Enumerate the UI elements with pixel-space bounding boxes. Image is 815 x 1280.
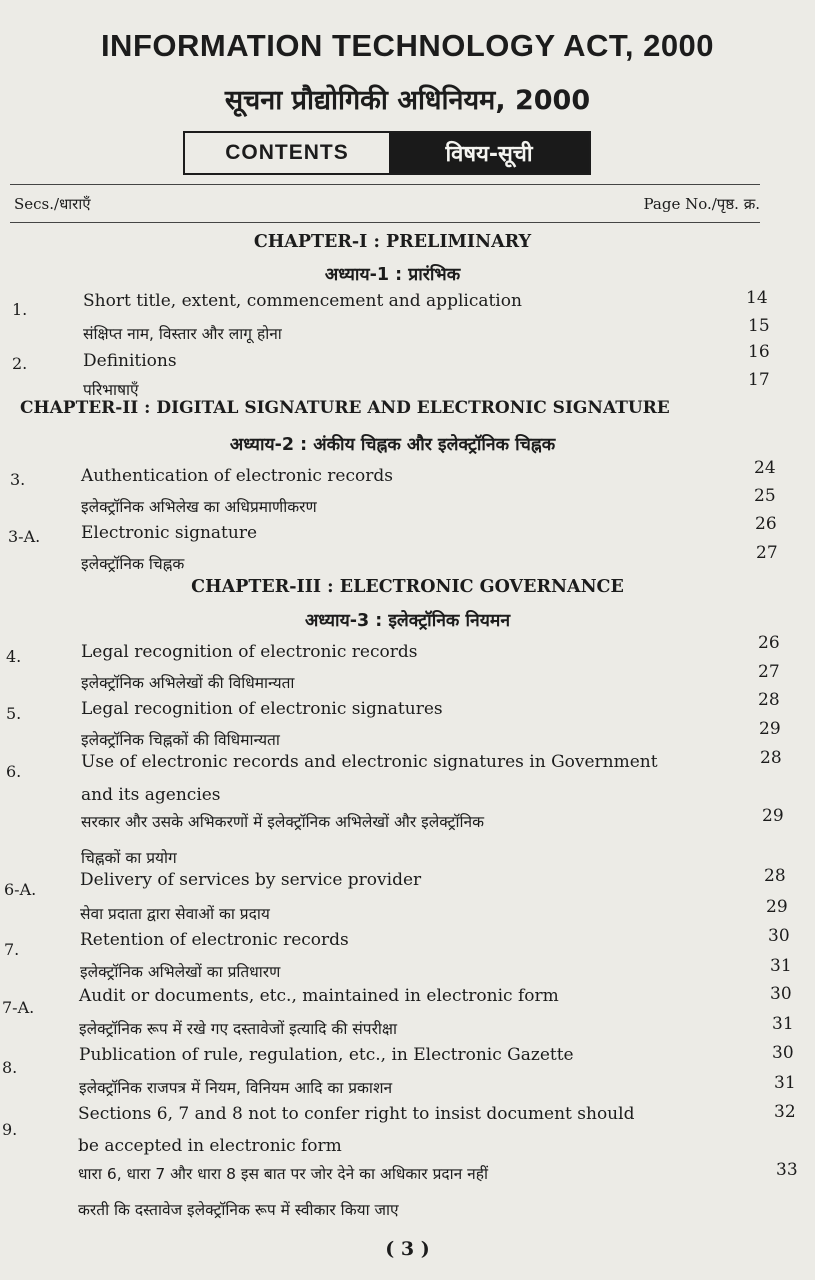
contents-label-box bbox=[183, 131, 591, 175]
entry-hindi: इलेक्ट्रॉनिक चिह्नकों की विधिमान्यता bbox=[81, 731, 280, 749]
entry-page: 29 bbox=[762, 806, 784, 826]
entry-page: 33 bbox=[776, 1160, 798, 1180]
section-number: 2. bbox=[12, 354, 28, 373]
title-english: INFORMATION TECHNOLOGY ACT, 2000 bbox=[100, 28, 715, 63]
section-number: 8. bbox=[2, 1058, 18, 1077]
section-number: 9. bbox=[2, 1120, 18, 1139]
entry-english-continued: and its agencies bbox=[81, 785, 221, 805]
entry-page: 31 bbox=[772, 1014, 794, 1034]
chapter-title-english: CHAPTER-II : DIGITAL SIGNATURE AND ELECTRONIC SIGNATURE bbox=[20, 398, 670, 418]
entry-hindi: सरकार और उसके अभिकरणों में इलेक्ट्रॉनिक अभिलेखों और इलेक्ट्रॉनिक bbox=[81, 813, 485, 831]
section-number: 7-A. bbox=[2, 998, 35, 1017]
entry-page: 32 bbox=[774, 1102, 796, 1122]
entry-english: Audit or documents, etc., maintained in electronic form bbox=[79, 986, 559, 1006]
section-number: 7. bbox=[4, 940, 20, 959]
entry-page: 28 bbox=[758, 690, 780, 710]
entry-english: Short title, extent, commencement and application bbox=[83, 291, 522, 311]
entry-hindi: इलेक्ट्रॉनिक अभिलेख का अधिप्रमाणीकरण bbox=[81, 498, 317, 516]
entry-page: 30 bbox=[768, 926, 790, 946]
entry-page: 30 bbox=[770, 984, 792, 1004]
entry-page: 31 bbox=[770, 956, 792, 976]
entry-page: 24 bbox=[754, 458, 776, 478]
entry-hindi-continued: करती कि दस्तावेज इलेक्ट्रॉनिक रूप में स्वीकार किया जाए bbox=[78, 1201, 399, 1219]
entry-page: 29 bbox=[766, 897, 788, 917]
section-number: 3. bbox=[10, 470, 26, 489]
entry-page: 26 bbox=[755, 514, 777, 534]
entry-english: Publication of rule, regulation, etc., in Electronic Gazette bbox=[79, 1045, 574, 1065]
contents-label-hindi: विषय-सूची bbox=[389, 133, 589, 173]
entry-hindi: संक्षिप्त नाम, विस्तार और लागू होना bbox=[83, 325, 282, 343]
section-number: 6. bbox=[6, 762, 22, 781]
chapter-title-hindi: अध्याय-1 : प्रारंभिक bbox=[324, 265, 461, 285]
section-number: 1. bbox=[12, 300, 28, 319]
entry-english-continued: be accepted in electronic form bbox=[78, 1136, 342, 1156]
chapter-title-hindi: अध्याय-3 : इलेक्ट्रॉनिक नियमन bbox=[304, 611, 511, 631]
entry-page: 28 bbox=[764, 866, 786, 886]
entry-hindi: इलेक्ट्रॉनिक राजपत्र में नियम, विनियम आदि का प्रकाशन bbox=[79, 1079, 393, 1097]
section-number: 5. bbox=[6, 704, 22, 723]
entry-hindi: धारा 6, धारा 7 और धारा 8 इस बात पर जोर देने का अधिकार प्रदान नहीं bbox=[78, 1165, 489, 1183]
entry-page: 30 bbox=[772, 1043, 794, 1063]
entry-page: 31 bbox=[774, 1073, 796, 1093]
entry-english: Legal recognition of electronic records bbox=[81, 642, 418, 662]
section-number: 4. bbox=[6, 647, 22, 666]
entry-page: 28 bbox=[760, 748, 782, 768]
title-hindi: सूचना प्रौद्योगिकी अधिनियम, 2000 bbox=[224, 85, 591, 116]
entry-page: 16 bbox=[748, 342, 770, 362]
page-number-footer: ( 3 ) bbox=[385, 1238, 430, 1260]
entry-hindi: इलेक्ट्रॉनिक अभिलेखों का प्रतिधारण bbox=[80, 963, 281, 981]
entry-english: Authentication of electronic records bbox=[81, 466, 393, 486]
entry-page: 27 bbox=[758, 662, 780, 682]
section-number: 3-A. bbox=[8, 527, 41, 546]
entry-hindi: इलेक्ट्रॉनिक चिह्नक bbox=[81, 555, 185, 573]
entry-english: Electronic signature bbox=[81, 523, 258, 543]
entry-hindi: इलेक्ट्रॉनिक रूप में रखे गए दस्तावेजों इत्यादि की संपरीक्षा bbox=[79, 1020, 398, 1038]
chapter-title-hindi: अध्याय-2 : अंकीय चिह्नक और इलेक्ट्रॉनिक चिह्नक bbox=[229, 435, 556, 455]
entry-page: 15 bbox=[748, 316, 770, 336]
entry-page: 25 bbox=[754, 486, 776, 506]
entry-hindi-continued: चिह्नकों का प्रयोग bbox=[81, 849, 177, 867]
top-rule bbox=[10, 184, 760, 185]
entry-hindi: सेवा प्रदाता द्वारा सेवाओं का प्रदाय bbox=[80, 905, 270, 923]
entry-english: Delivery of services by service provider bbox=[80, 870, 422, 890]
entry-english: Retention of electronic records bbox=[80, 930, 349, 950]
entry-hindi: परिभाषाएँ bbox=[83, 381, 139, 399]
entry-english: Definitions bbox=[83, 351, 177, 371]
header-page-no: Page No./पृष्ठ. क्र. bbox=[643, 195, 760, 213]
header-sections: Secs./धाराएँ bbox=[14, 195, 91, 213]
entry-page: 17 bbox=[748, 370, 770, 390]
contents-label-english: CONTENTS bbox=[225, 141, 349, 164]
entry-page: 26 bbox=[758, 633, 780, 653]
chapter-title-english: CHAPTER-III : ELECTRONIC GOVERNANCE bbox=[191, 577, 624, 597]
entry-english: Sections 6, 7 and 8 not to confer right to insist document should bbox=[78, 1104, 635, 1124]
chapter-title-english: CHAPTER-I : PRELIMINARY bbox=[253, 232, 532, 252]
entry-hindi: इलेक्ट्रॉनिक अभिलेखों की विधिमान्यता bbox=[81, 674, 295, 692]
header-rule bbox=[10, 222, 760, 223]
entry-english: Use of electronic records and electronic signatures in Government bbox=[81, 752, 658, 772]
entry-english: Legal recognition of electronic signatures bbox=[81, 699, 443, 719]
entry-page: 14 bbox=[746, 288, 768, 308]
entry-page: 29 bbox=[759, 719, 781, 739]
entry-page: 27 bbox=[756, 543, 778, 563]
section-number: 6-A. bbox=[4, 880, 37, 899]
